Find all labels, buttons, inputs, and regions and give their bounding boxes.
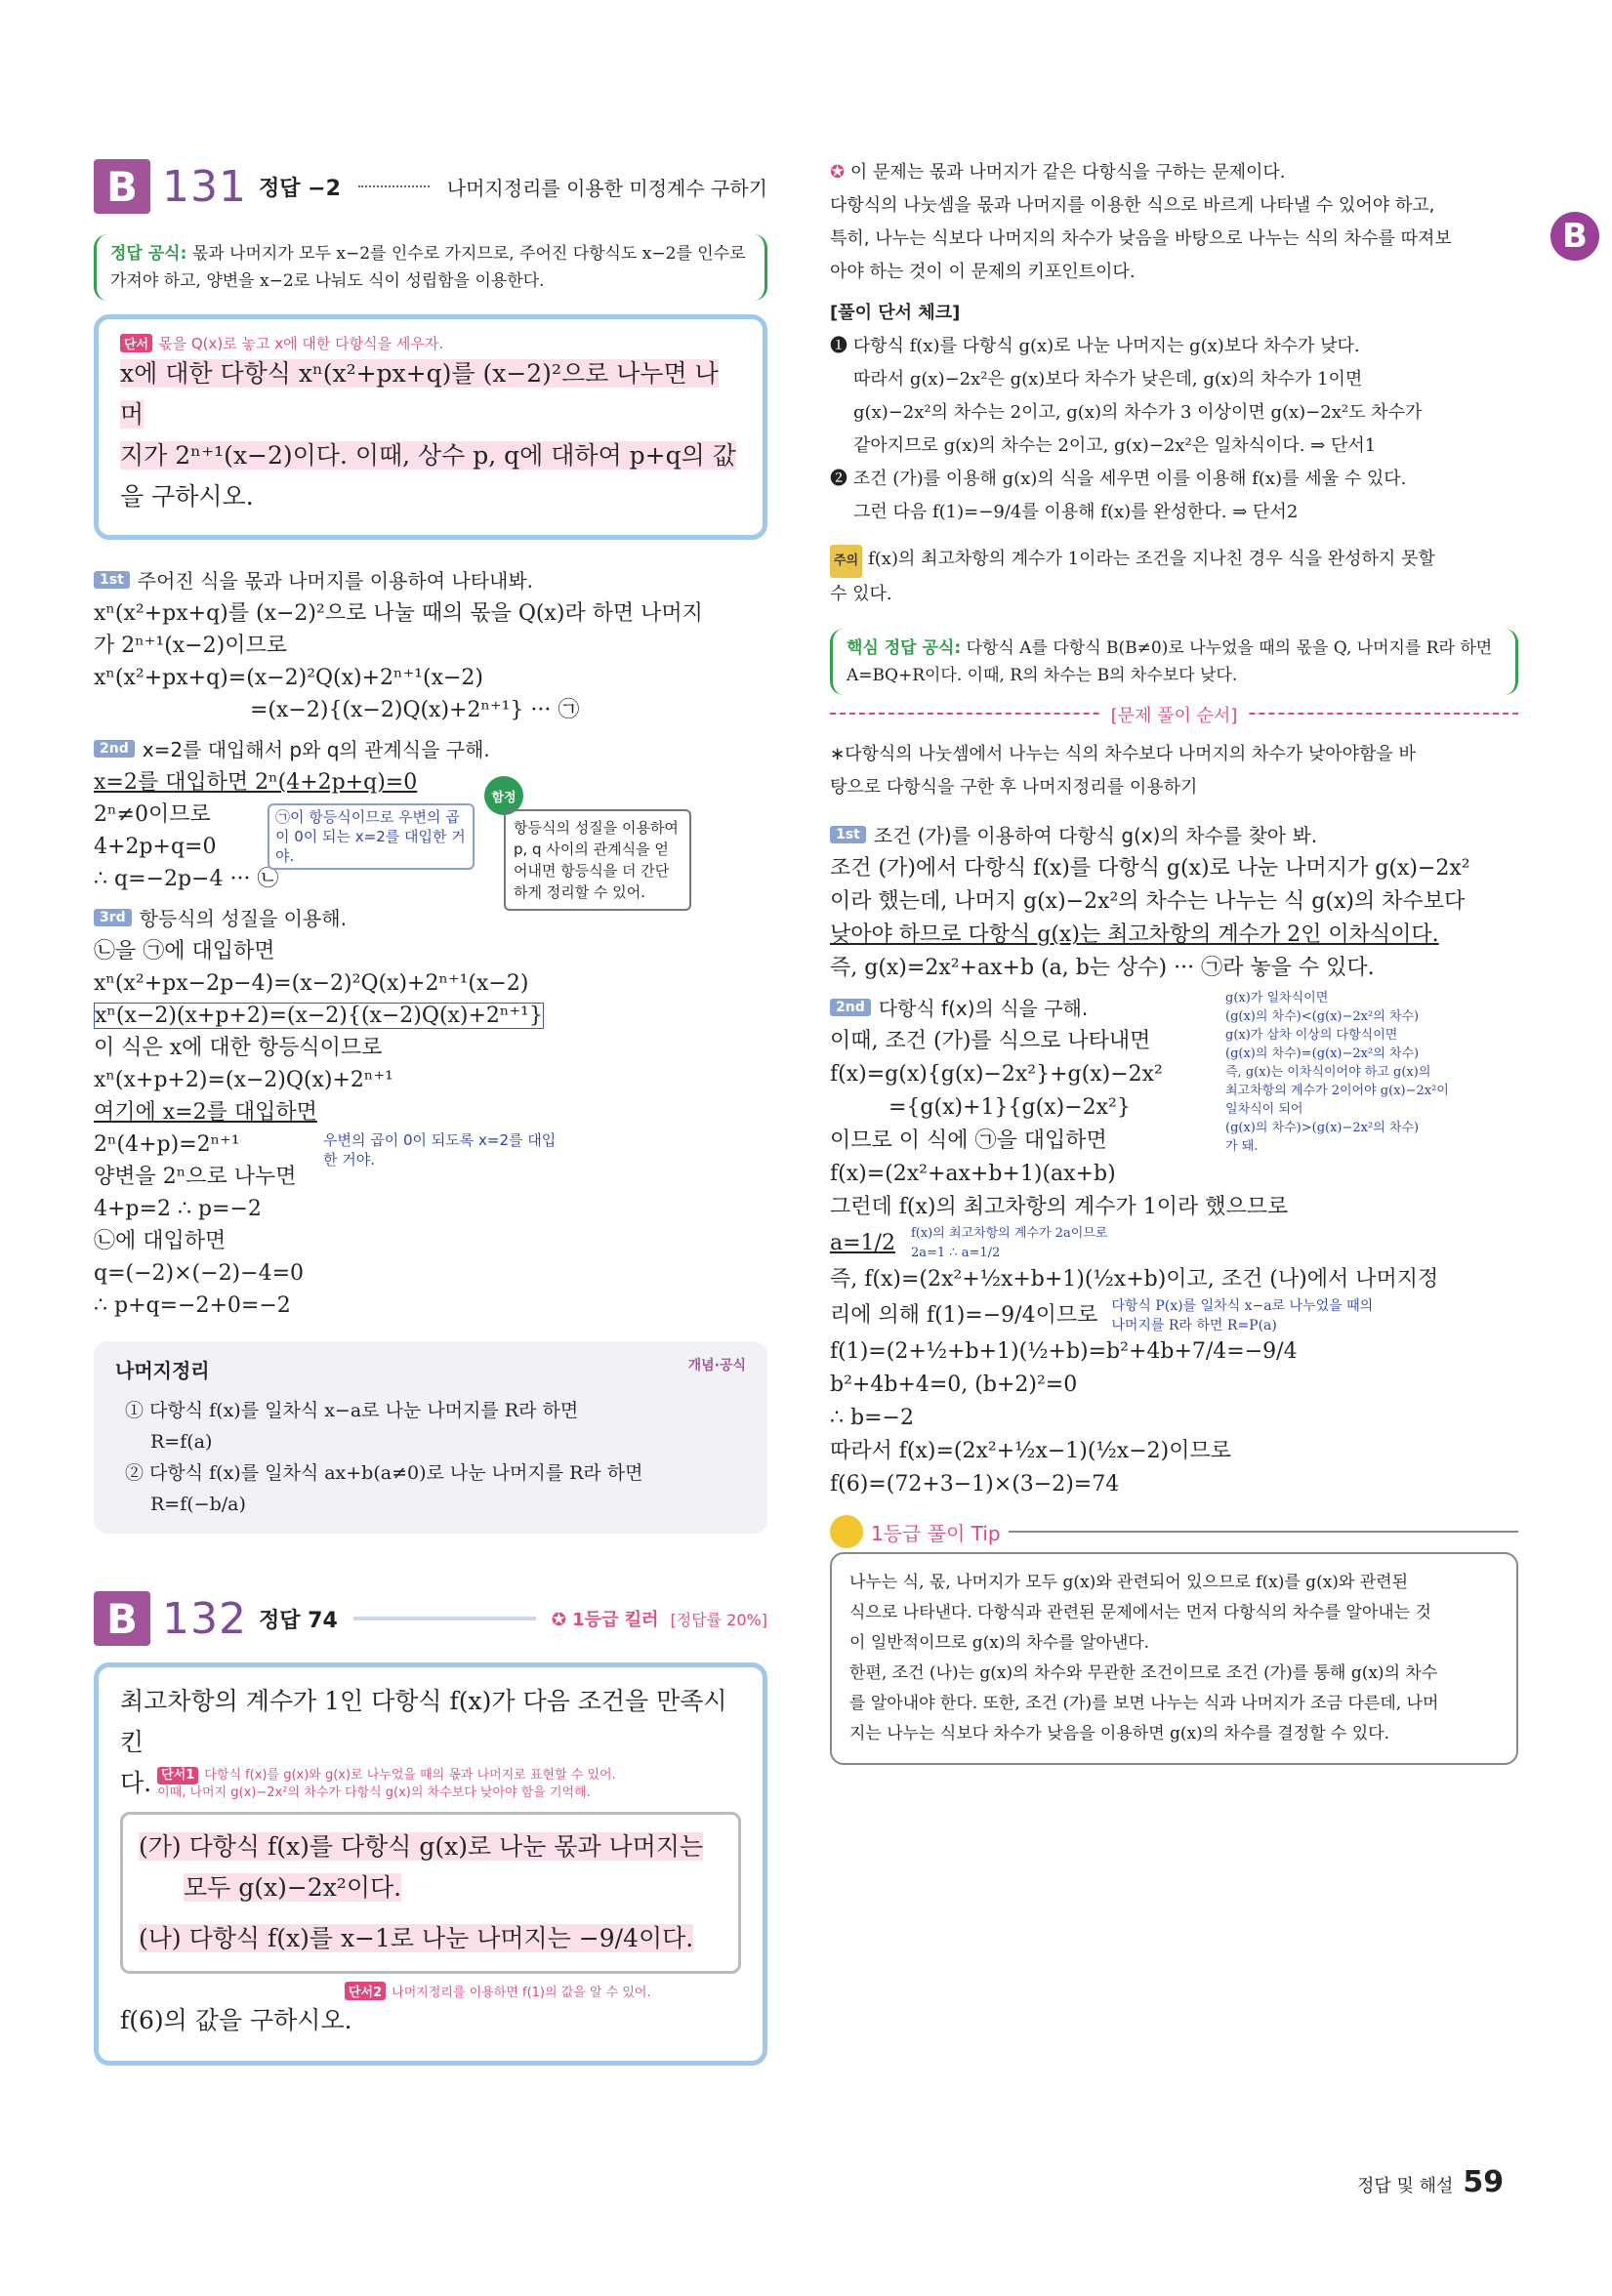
problem-131-header [94,156,767,217]
problem-line: 을 구하시오. [120,482,254,511]
math-line: 이므로 이 식에 ㉠을 대입하면 [830,1128,1107,1153]
math-line: xⁿ(x²+px+q)를 (x−2)²으로 나눌 때의 몫을 Q(x)라 하면 나머지 [94,601,703,626]
topic: 나머지정리를 이용한 미정계수 구하기 [446,176,767,200]
problem-131-box [94,314,767,540]
problem-number: 132 [162,1593,247,1644]
math-line: 여기에 x=2를 대입하면 [94,1100,317,1125]
concept-line: R=f(a) [150,1431,213,1453]
tip-rule [1009,1531,1518,1533]
math-line: 가 2ⁿ⁺¹(x−2)이므로 [94,634,287,658]
trap-text: 항등식의 성질을 이용하여 p, q 사이의 관계식을 얻어내면 항등식을 더 간단하게 정리할 수 있어. [504,809,691,911]
side-note: g(x)가 일차식이면 (g(x)의 차수)<(g(x)−2x²의 차수) g(x)가 삼차 이상의 다항식이면 (g(x)의 차수)=(g(x)−2x²의 차수) 즉, g(x)는 이차식이어야 하고 g(x)의 최고차항의 계수가 2이어야 g(x)−2x²이 일차식이 되어 (g(x)의 차수)>(g(x)−2x²의 차수) 가 돼. [1225,991,1449,1154]
tip-box: 나누는 식, 몫, 나머지가 모두 g(x)와 관련되어 있으므로 f(x)를 g(x)와 관련된 식으로 나타낸다. 다항식과 관련된 문제에서는 먼저 다항식의 차수를 알아내는 것 이 일반적이므로 g(x)의 차수를 알아낸다. 한편, 조건 (나)는 g(x)의 차수와 무관한 조건이므로 조건 (가)를 통해 g(x)의 차수 를 알아내야 한다. 또한, 조건 (가)를 보면 나누는 식과 나머지가 조금 다른데, 나머 지는 나누는 식보다 차수가 낮음을 이용하면 g(x)의 차수를 결정할 수 있다. [830,1552,1518,1765]
math-line: ∴ b=−2 [830,1406,914,1430]
level-label: ✪ 1등급 킬러 [551,1610,659,1630]
trap-box [491,776,699,911]
intro-line: ✪ 이 문제는 몫과 나머지가 같은 다항식을 구하는 문제이다. [830,162,1286,183]
condition-a: (가) 다항식 f(x)를 다항식 g(x)로 나눈 몫과 나머지는 [139,1832,704,1861]
step-3: 3rd 항등식의 성질을 이용해. [94,903,767,931]
check-line: ❷ 조건 (가)를 이용해 g(x)의 식을 세우면 이를 이용해 f(x)를 세울 수 있다. [830,469,1407,489]
math-line: 이 식은 x에 대한 항등식이므로 [94,1036,383,1060]
math-line: 이라 했는데, 나머지 g(x)−2x²의 차수는 나누는 식 g(x)의 차수보다 [830,889,1466,914]
math-line: xⁿ(x²+px+q)=(x−2)²Q(x)+2ⁿ⁺¹(x−2) [94,666,484,690]
math-line: 2ⁿ(4+p)=2ⁿ⁺¹ [94,1132,240,1157]
core-formula-box [830,629,1518,695]
math-line: ∴ p+q=−2+0=−2 [94,1293,291,1318]
order-line: 탕으로 다항식을 구한 후 나머지정리를 이용하기 [830,777,1198,798]
math-line: 이때, 조건 (가)를 식으로 나타내면 [830,1029,1151,1053]
intro-line: 특히, 나누는 식보다 나머지의 차수가 낮음을 바탕으로 나누는 식의 차수를 따져보 [830,228,1452,249]
page-footer [1357,2165,1504,2199]
concept-tag: 개념·공식 [687,1358,746,1374]
concept-line: ② 다항식 f(x)를 일차식 ax+b(a≠0)로 나눈 나머지를 R라 하면 [125,1462,643,1484]
remainder-line: 리에 의해 f(1)=−9/4이므로 다항식 P(x)를 일차식 x−a로 나누었을 때의 나머지를 R라 하면 R=P(a) [830,1298,1374,1333]
math-line: f(x)=(2x²+ax+b+1)(ax+b) [830,1162,1116,1186]
leader-dots [358,185,430,187]
math-line: xⁿ(x²+px−2p−4)=(x−2)²Q(x)+2ⁿ⁺¹(x−2) [94,971,529,996]
grade-badge: B [94,159,150,214]
caution: 수 있다. [830,584,892,604]
tip-title: 1등급 풀이 Tip [871,1521,1001,1545]
intro-hint-row: 다. 단서1 다항식 f(x)를 g(x)와 g(x)로 나누었을 때의 몫과 나머지로 표현할 수 있어. 이때, 나머지 g(x)−2x²의 차수가 다항식 g(x)의 차수보다 낮아야 함을 기억해. [120,1768,616,1800]
condition-b: (나) 다항식 f(x)를 x−1로 나눈 나머지는 −9/4이다. [139,1924,694,1952]
math-line: ={g(x)+1}{g(x)−2x²} [889,1095,1131,1120]
step-2: 2nd 다항식 f(x)의 식을 구해. [830,993,1518,1021]
math-line: 조건 (가)에서 다항식 f(x)를 다항식 g(x)로 나눈 나머지가 g(x)−2x² [830,856,1470,881]
math-line: 낮아야 하므로 다항식 g(x)는 최고차항의 계수가 2인 이차식이다. [830,922,1439,947]
math-line: ㉡에 대입하면 [94,1229,227,1253]
math-line: 따라서 f(x)=(2x²+½x−1)(½x−2)이므로 [830,1439,1231,1463]
header-rule [353,1617,536,1620]
order-line: ∗다항식의 나눗셈에서 나누는 식의 차수보다 나머지의 차수가 낮아야함을 바 [830,744,1416,764]
formula-label: 정답 공식: [110,244,187,264]
hint2: 단서2 나머지정리를 이용하면 f(1)의 값을 알 수 있어. [120,1982,741,2000]
math-line: xⁿ(x−2)(x+p+2)=(x−2){(x−2)Q(x)+2ⁿ⁺¹} [95,1004,543,1028]
tip-header [830,1515,1518,1548]
math-line: 4+2p+q=0 [94,835,217,859]
step-2-wrap [830,993,1518,1501]
section-tab: B [1550,212,1599,261]
math-line: 양변을 2ⁿ으로 나누면 [94,1165,297,1189]
math-line: =(x−2){(x−2)Q(x)+2ⁿ⁺¹} ··· ㉠ [250,698,580,722]
math-line: x=2를 대입하면 2ⁿ(4+2p+q)=0 [94,770,418,795]
intro-line: 아야 하는 것이 이 문제의 키포인트이다. [830,262,1136,282]
side-note: 우변의 곱이 0이 되도록 x=2를 대입한 거야. [323,1131,557,1168]
hint1: 단서1 다항식 f(x)를 g(x)와 g(x)로 나누었을 때의 몫과 나머지로 표현할 수 있어. 이때, 나머지 g(x)−2x²의 차수가 다항식 g(x)의 차수보다 낮아야 함을 기억해. [157,1768,616,1800]
math-line: 그런데 f(x)의 최고차항의 계수가 1이라 했으므로 [830,1195,1289,1219]
bee-icon [830,1515,863,1548]
problem-line: 지가 2ⁿ⁺¹(x−2)이다. 이때, 상수 p, q에 대하여 p+q의 값 [120,441,736,470]
intro-line: 다항식의 나눗셈을 몫과 나머지를 이용한 식으로 바르게 나타낼 수 있어야 하고, [830,195,1435,216]
step-1-body [830,852,1518,985]
math-line: 2ⁿ≠0이므로 [94,802,211,827]
order-title: [문제 풀이 순서] [830,713,1518,715]
concept-title-row [115,1355,746,1383]
step-2-body [94,766,767,901]
math-line: f(6)=(72+3−1)×(3−2)=74 [830,1472,1120,1496]
correct-rate: [정답률 20%] [670,1610,767,1629]
math-line: 4+p=2 ∴ p=−2 [94,1197,262,1221]
condition-a-cont: 모두 g(x)−2x²이다. [184,1873,402,1902]
step-3-body [94,935,767,1322]
trap-tag: 함정 [484,776,523,815]
grade-badge: B [94,1591,150,1646]
math-line: 즉, f(x)=(2x²+½x+b+1)(½x+b)이고, 조건 (나)에서 나머지정 [830,1267,1439,1292]
concept-line: R=f(−b/a) [150,1494,246,1515]
math-line: q=(−2)×(−2)−4=0 [94,1261,305,1286]
problem-line: x에 대한 다항식 xⁿ(x²+px+q)를 (x−2)²으로 나누면 나머 [120,359,719,429]
right-column [830,156,1518,1765]
step-1: 1st 조건 (가)를 이용하여 다항식 g(x)의 차수를 찾아 봐. [830,820,1518,848]
problem-line: 최고차항의 계수가 1인 다항식 f(x)가 다음 조건을 만족시킨 [120,1687,727,1756]
concept-line: ① 다항식 f(x)를 일차식 x−a로 나눈 나머지를 R라 하면 [125,1400,579,1421]
check-line: 따라서 g(x)−2x²은 g(x)보다 차수가 낮은데, g(x)의 차수가 1이면 [853,369,1363,390]
check-line: 그런 다음 f(1)=−9/4를 이용해 f(x)를 완성한다. ⇒ 단서2 [853,502,1299,522]
step-2: 2nd x=2를 대입해서 p와 q의 관계식을 구해. [94,734,767,762]
formula-text: 몫과 나머지가 모두 x−2를 인수로 가지므로, 주어진 다항식도 x−2를 인수로 가져야 하고, 양변을 x−2로 나눠도 식이 성립함을 이용한다. [110,244,746,291]
problem-132-header [94,1588,767,1649]
check-line: g(x)−2x²의 차수는 2이고, g(x)의 차수가 3 이상이면 g(x)−2x²도 차수가 [853,402,1423,423]
side-note: ㉠이 항등식이므로 우변의 곱이 0이 되는 x=2를 대입한 거야. [268,803,475,870]
answer: 정답 74 [258,1608,338,1633]
solution-131 [94,565,767,1322]
hint-line [120,333,741,353]
math-line: ㉡을 ㉠에 대입하면 [94,939,275,964]
hint-text: 몫을 Q(x)로 놓고 x에 대한 다항식을 세우자. [158,335,444,352]
caution: 주의 f(x)의 최고차항의 계수가 1이라는 조건을 지나친 경우 식을 완성하지 못할 [830,543,1518,578]
math-line: f(x)=g(x){g(x)−2x²}+g(x)−2x² [830,1062,1163,1086]
math-line: xⁿ(x+p+2)=(x−2)Q(x)+2ⁿ⁺¹ [94,1068,393,1092]
question: f(6)의 값을 구하시오. [120,2006,352,2034]
left-column [94,156,767,2066]
core-label: 핵심 정답 공식: [847,638,962,658]
check-line: ❶ 다항식 f(x)를 다항식 g(x)로 나눈 나머지는 g(x)보다 차수가 낮다. [830,336,1360,356]
problem-number: 131 [162,161,247,212]
math-line: f(1)=(2+½+b+1)(½+b)=b²+4b+7/4=−9/4 [830,1339,1298,1364]
math-line: 즉, g(x)=2x²+ax+b (a, b는 상수) ··· ㉠라 놓을 수 있다. [830,956,1375,980]
problem-132-box [94,1662,767,2066]
step-1: 1st 주어진 식을 몫과 나머지를 이용하여 나타내봐. [94,565,767,594]
concept-title: 나머지정리 [115,1359,210,1382]
concept-box [94,1341,767,1534]
core-text: 다항식 A를 다항식 B(B≠0)로 나누었을 때의 몫을 Q, 나머지를 R라 하면 A=BQ+R이다. 이때, R의 차수는 B의 차수보다 낮다. [847,638,1493,685]
formula-box [94,234,767,301]
math-line: ∴ q=−2p−4 ··· ㉡ [94,867,279,891]
page-number: 59 [1463,2165,1505,2199]
check-line: 같아지므로 g(x)의 차수는 2이고, g(x)−2x²은 일차식이다. ⇒ 단서1 [853,435,1377,456]
a-line: a=1/2 f(x)의 최고차항의 계수가 2a이므로 2a=1 ∴ a=1/2 [830,1226,1108,1260]
footer-label: 정답 및 해설 [1357,2176,1454,2196]
condition-box [120,1812,741,1974]
check-title: [풀이 단서 체크] [830,303,961,323]
answer: 정답 −2 [258,176,341,201]
hint-tag: 단서 [120,334,152,352]
math-line: b²+4b+4=0, (b+2)²=0 [830,1373,1078,1397]
